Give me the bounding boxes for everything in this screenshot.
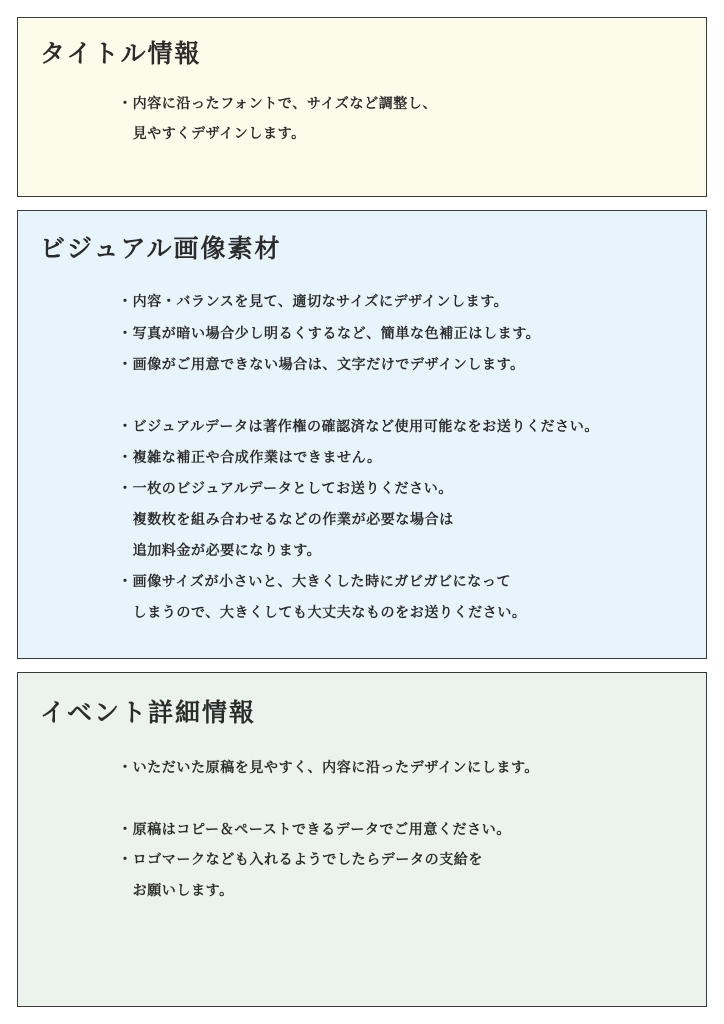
bullet-line: ・ビジュアルデータは著作権の確認済など使用可能なをお送りください。 <box>118 419 599 435</box>
bullet-line: ・ロゴマークなども入れるようでしたらデータの支給を <box>118 852 483 868</box>
bullet-line: ・原稿はコピー＆ペーストできるデータでご用意ください。 <box>118 822 511 838</box>
bullet-line: ・画像がご用意できない場合は、文字だけでデザインします。 <box>118 357 525 373</box>
bullet-line: 見やすくデザインします。 <box>118 126 306 142</box>
section-heading: ビジュアル画像素材 <box>40 234 282 263</box>
bullet-line: ・写真が暗い場合少し明るくするなど、簡単な色補正はします。 <box>118 326 541 342</box>
bullet-line: お願いします。 <box>118 883 234 899</box>
bullet-line: しまうので、大きくしても大丈夫なものをお送りください。 <box>118 605 527 621</box>
bullet-line: ・内容・バランスを見て、適切なサイズにデザインします。 <box>118 294 509 310</box>
title-info-section <box>17 17 707 197</box>
bullet-line: 追加料金が必要になります。 <box>118 543 322 559</box>
visual-material-section <box>17 210 707 659</box>
event-details-section <box>17 672 707 1007</box>
bullet-line: ・画像サイズが小さいと、大きくした時にガビガビになって <box>118 574 512 590</box>
bullet-line: ・複雑な補正や合成作業はできません。 <box>118 450 382 466</box>
bullet-line: ・内容に沿ったフォントで、サイズなど調整し、 <box>118 96 438 112</box>
bullet-line: ・一枚のビジュアルデータとしてお送りください。 <box>118 481 453 497</box>
section-heading: イベント詳細情報 <box>40 698 257 727</box>
bullet-line: 複数枚を組み合わせるなどの作業が必要な場合は <box>118 512 454 528</box>
bullet-line: ・いただいた原稿を見やすく、内容に沿ったデザインにします。 <box>118 760 540 776</box>
section-heading: タイトル情報 <box>40 39 202 68</box>
